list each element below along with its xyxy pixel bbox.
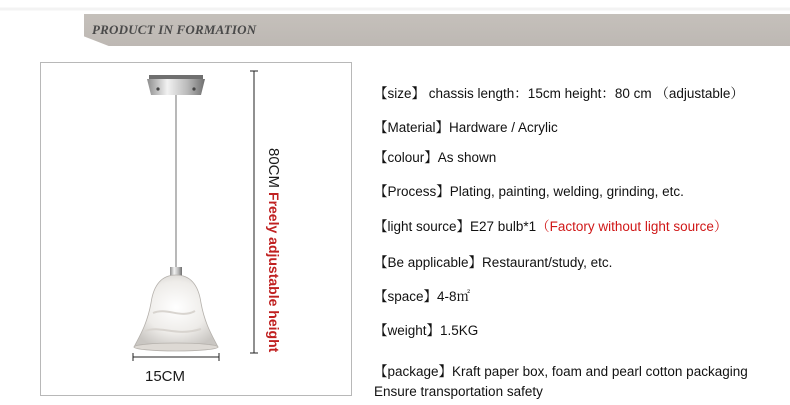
spec-package: 【package】Kraft paper box, foam and pearl cotton packaging <box>374 364 748 379</box>
product-photo-frame <box>40 62 352 396</box>
canopy <box>147 79 205 95</box>
glass-shade <box>134 275 218 347</box>
width-label: 15CM <box>145 368 186 385</box>
spec-material: 【Material】Hardware / Acrylic <box>374 120 558 135</box>
spec-colour: 【colour】As shown <box>374 150 497 165</box>
section-title: PRODUCT IN FORMATION <box>92 22 257 37</box>
height-label <box>265 148 282 352</box>
spec-process: 【Process】Plating, painting, welding, grinding, etc. <box>374 184 684 199</box>
spec-light-source-label: 【light source】E27 bulb*1 <box>374 219 537 234</box>
pendant-lamp-image <box>41 63 353 397</box>
spec-space: 【space】4-8㎡ <box>374 289 471 304</box>
spec-light-source-note: （Factory without light source） <box>536 219 728 234</box>
spec-package-line2: Ensure transportation safety <box>374 384 543 399</box>
height-value: 80CM <box>265 148 282 189</box>
spec-size: 【size】 chassis length：15cm height：80 cm （adjustable） <box>374 86 744 101</box>
canopy-plate <box>149 75 203 79</box>
spec-weight: 【weight】1.5KG <box>374 323 479 338</box>
spec-applicable: 【Be applicable】Restaurant/study, etc. <box>374 255 613 270</box>
height-note: Freely adjustable height <box>266 192 282 353</box>
spec-light-source <box>374 215 727 235</box>
